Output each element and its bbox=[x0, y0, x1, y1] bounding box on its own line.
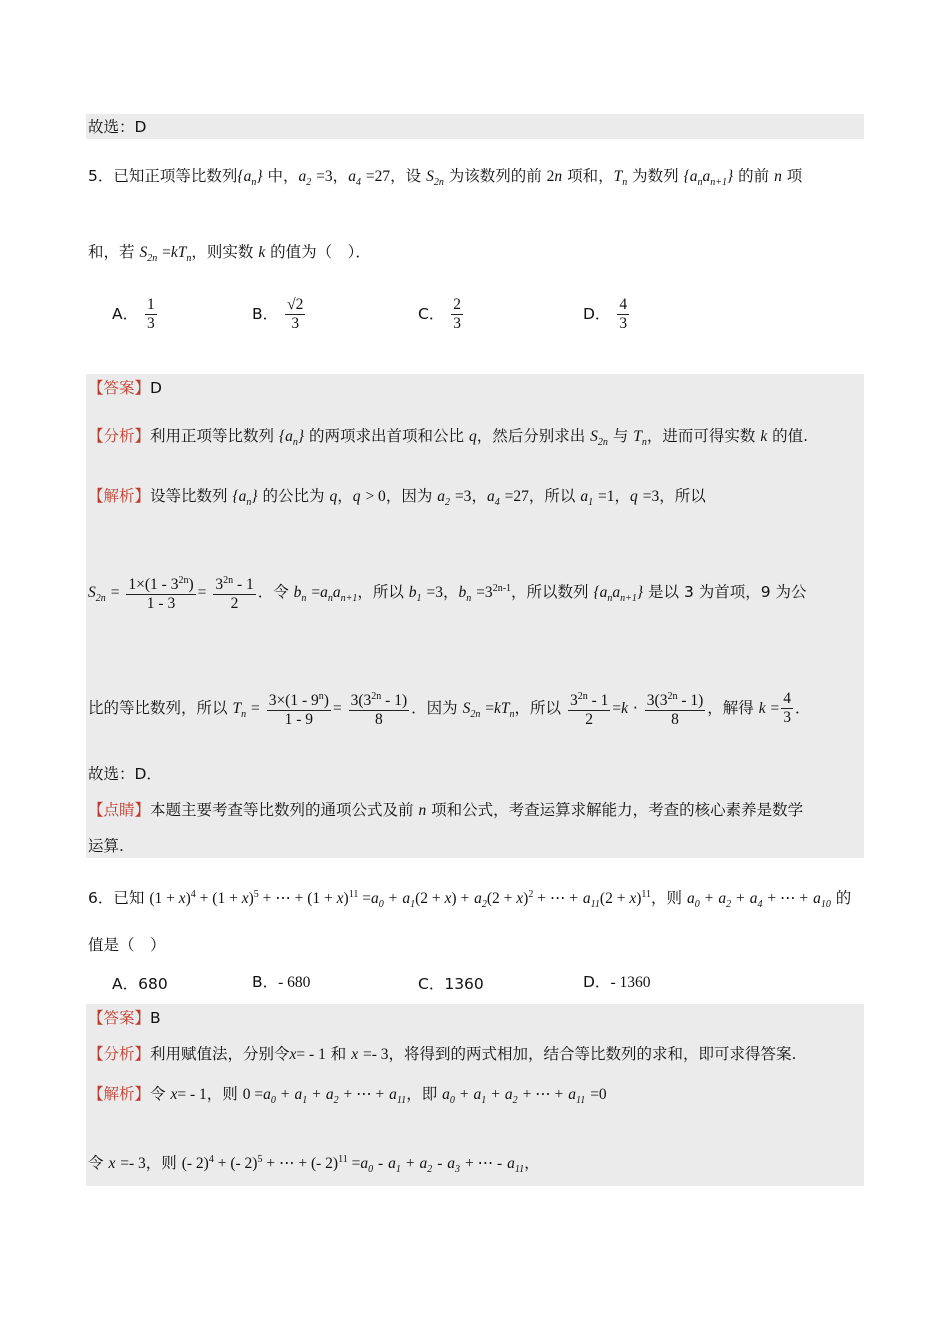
q5-answer: 【答案】D bbox=[88, 379, 162, 397]
q6-stem-line2: 值是（ ） bbox=[88, 936, 166, 954]
q5-solution-line2: $S_{2n}$ = $\frac{1\times(1 - 3^{2n})}{1 - 3}$ = $\frac{3^{2n} - 1}{2}$ ．令 $b_n =a_na_{n+1}$，所以 $b_1 =3$，$b_n =3^{2n-1}$，所以数列 $\{a_na_{n+1}\}$ 是以 3 为首项，9 为公 bbox=[88, 572, 807, 613]
q6-option-c: C．1360 bbox=[418, 975, 484, 993]
q6-solution-line2: 令 x =- 3，则 (- 2)$^4$ + (- 2)$^5$ + ⋯ + (- $2)^{11} =a_0 - a_1 + a_2 - a_3$ + ⋯ - $a_{11}$， bbox=[88, 1154, 540, 1176]
q6-option-d: D．- 1360 bbox=[583, 973, 651, 991]
q6-stem-line1: 6．已知 $(1 + x)^4 + (1 + x)^5$ + ⋯ + $(1 + x)^{11} =a_0 + a_1(2 + x) + a_2(2 + x)^2$ + ⋯ + $a_{11}(2 + x)^{11}$，则 $a_0 + a_2 + a_4$ + ⋯ + $a_{10}$ 的 bbox=[88, 889, 852, 911]
q5-number: 5． bbox=[88, 167, 114, 185]
q6-option-b: B．- 680 bbox=[252, 973, 311, 991]
q5-solution-line3: 比的等比数列，所以 $T_n$ = $\frac{3\times(1 - 9^n)}{1 - 9}$ = $\frac{3(3^{2n} - 1)}{8}$ ．因为 $S_{2n} =kT_n$，所以 $\frac{3^{2n} - 1}{2}$ =k · $\frac{3(3^{2n} - 1)}{8}$ ，解得 k = $\frac{4}{3}$ ． bbox=[88, 688, 811, 729]
q5-analysis: 【分析】利用正项等比数列 $\{a_n\}$ 的两项求出首项和公比 q，然后分别求出 $S_{2n}$ 与 $T_n$，进而可得实数 k 的值. bbox=[88, 427, 809, 449]
q5-stem-prefix: 已知正项等比数列 bbox=[113, 167, 238, 185]
q5-comment-line2: 运算. bbox=[88, 837, 124, 855]
q5-option-a: A． $\frac{1}{3}$ bbox=[112, 296, 155, 332]
q5-option-d: D． $\frac{4}{3}$ bbox=[583, 296, 628, 332]
q5-comment: 【点睛】本题主要考查等比数列的通项公式及前 n 项和公式，考查运算求解能力，考查的核心素养是数学 bbox=[88, 801, 804, 819]
q5-option-b: B． $\frac{√2}{3}$ bbox=[252, 296, 304, 332]
prev-answer-line: 故选：D bbox=[88, 118, 147, 136]
prev-answer-block bbox=[86, 114, 864, 139]
q6-answer: 【答案】B bbox=[88, 1009, 161, 1027]
q5-stem-line1: 5．已知正项等比数列$\{a_n\}$ 中，$a_2 =3$，$a_4 =27$，设 $S_{2n}$ 为该数列的前 2n 项和，$T_n$ 为数列 $\{a_na_{n+1}\}$ 的前 n 项 bbox=[88, 167, 803, 189]
q6-analysis: 【分析】利用赋值法，分别令x= - 1 和 x =- 3，将得到的两式相加，结合等比数列的求和，即可求得答案. bbox=[88, 1045, 797, 1063]
q5-solution-line1: 【解析】设等比数列 $\{a_n\}$ 的公比为 q，q > 0，因为 $a_2 =3$，$a_4 =27$，所以 $a_1 =1$，q =3，所以 bbox=[88, 487, 706, 509]
q5-final: 故选：D． bbox=[88, 765, 162, 783]
q6-solution-line1: 【解析】令 x= - 1，则 $0 =a_0 + a_1 + a_2$ + ⋯ + $a_{11}$，即 $a_0 + a_1 + a_2$ + ⋯ + $a_{11} =0$ bbox=[88, 1085, 607, 1107]
q5-option-c: C． $\frac{2}{3}$ bbox=[418, 296, 462, 332]
q5-stem-line2: 和，若 $S_{2n} =kT_n$，则实数 k 的值为（ ）． bbox=[88, 243, 371, 265]
q6-number: 6． bbox=[88, 889, 114, 908]
q6-option-a: A．680 bbox=[112, 975, 168, 993]
